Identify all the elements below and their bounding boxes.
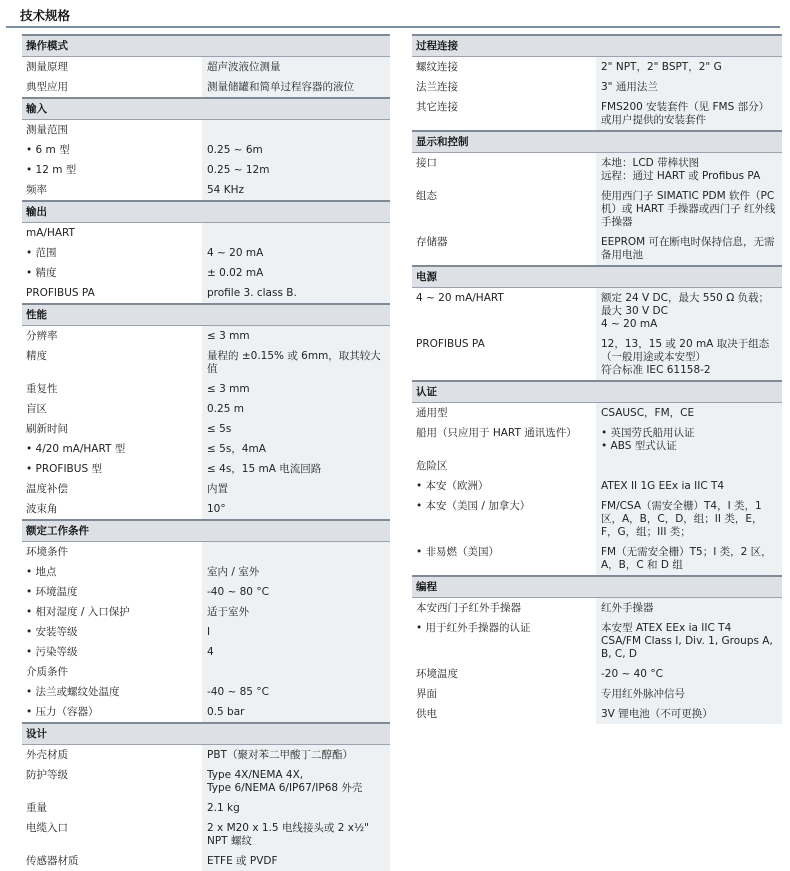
spec-section [412, 380, 782, 575]
section-header: 显示和控制 [412, 130, 782, 153]
spec-label: 盲区 [26, 403, 47, 415]
section-header: 电源 [412, 265, 782, 288]
section-header: 过程连接 [412, 34, 782, 57]
spec-value: 4 [202, 642, 390, 662]
spec-label: • 非易燃（美国） [416, 546, 500, 558]
spec-row [412, 288, 782, 334]
spec-row [22, 602, 390, 622]
spec-row [22, 77, 390, 97]
spec-section [412, 130, 782, 265]
spec-label: 频率 [26, 184, 47, 196]
spec-label: 4 ~ 20 mA/HART [416, 292, 504, 304]
spec-value: 2" NPT，2" BSPT，2" G [596, 57, 782, 77]
spec-value: 额定 24 V DC，最大 550 Ω 负载； 最大 30 V DC 4 ~ 20 mA [596, 288, 782, 334]
spec-row [22, 346, 390, 379]
spec-row [22, 399, 390, 419]
spec-value: Type 4X/NEMA 4X, Type 6/NEMA 6/IP67/IP68 外壳 [202, 765, 390, 798]
spec-row [22, 57, 390, 77]
spec-label: 船用（只应用于 HART 通讯选件） [416, 427, 577, 439]
spec-label: 螺纹连接 [416, 61, 458, 73]
spec-value: FM/CSA（需安全栅）T4，I 类，1 区，A，B，C，D，组；II 类，E，F，G，组；III 类； [596, 496, 782, 542]
spec-label: • 用于红外手操器的认证 [416, 622, 531, 634]
spec-label: • 4/20 mA/HART 型 [26, 443, 126, 455]
spec-label: 存储器 [416, 236, 448, 248]
spec-value: CSAUSC，FM，CE [596, 403, 782, 423]
spec-row [22, 439, 390, 459]
spec-value [202, 542, 390, 562]
page-title: 技术规格 [20, 8, 71, 23]
spec-row [22, 459, 390, 479]
spec-value: 室内 / 室外 [202, 562, 390, 582]
spec-value [202, 223, 390, 243]
spec-value: 54 KHz [202, 180, 390, 200]
spec-label: 外壳材质 [26, 749, 68, 761]
spec-label: 传感器材质 [26, 855, 79, 867]
spec-value: 专用红外脉冲信号 [596, 684, 782, 704]
spec-section [22, 34, 390, 97]
spec-label: 刷新时间 [26, 423, 68, 435]
spec-row [22, 765, 390, 798]
spec-row [412, 664, 782, 684]
spec-value: 量程的 ±0.15% 或 6mm，取其较大值 [202, 346, 390, 379]
spec-value: 0.25 ~ 12m [202, 160, 390, 180]
spec-row [22, 798, 390, 818]
spec-row [22, 283, 390, 303]
section-header: 输入 [22, 97, 390, 120]
spec-value: 测量储罐和简单过程容器的液位 [202, 77, 390, 97]
spec-value: ≤ 3 mm [202, 379, 390, 399]
spec-value: FM（无需安全栅）T5；I 类，2 区，A，B，C 和 D 组 [596, 542, 782, 575]
spec-row [22, 582, 390, 602]
spec-label: • 相对湿度 / 入口保护 [26, 606, 130, 618]
spec-label: • 本安（美国 / 加拿大） [416, 500, 531, 512]
spec-row [22, 818, 390, 851]
spec-row [412, 684, 782, 704]
spec-label: 电缆入口 [26, 822, 68, 834]
spec-label: 波束角 [26, 503, 58, 515]
spec-label: 重量 [26, 802, 47, 814]
spec-label: 环境温度 [416, 668, 458, 680]
spec-label: • 法兰或螺纹处温度 [26, 686, 120, 698]
spec-row [22, 745, 390, 765]
spec-row [22, 642, 390, 662]
spec-row [22, 419, 390, 439]
spec-value: 使用西门子 SIMATIC PDM 软件（PC 机）或 HART 手操器或西门子 红外线手操器 [596, 186, 782, 232]
spec-label: 精度 [26, 350, 47, 362]
spec-value [202, 120, 390, 140]
section-header: 认证 [412, 380, 782, 403]
spec-label: 防护等级 [26, 769, 68, 781]
spec-label: • 安装等级 [26, 626, 78, 638]
spec-row [412, 476, 782, 496]
spec-row [412, 334, 782, 380]
spec-row [22, 223, 390, 243]
spec-row [412, 97, 782, 130]
spec-row [22, 702, 390, 722]
spec-row [412, 618, 782, 664]
spec-row [22, 851, 390, 871]
spec-label: 介质条件 [26, 666, 68, 678]
spec-value: 2.1 kg [202, 798, 390, 818]
spec-row [22, 120, 390, 140]
spec-label: mA/HART [26, 227, 75, 239]
section-header: 编程 [412, 575, 782, 598]
spec-row [22, 160, 390, 180]
spec-value: 适于室外 [202, 602, 390, 622]
spec-label: 危险区 [416, 460, 448, 472]
spec-value: ≤ 3 mm [202, 326, 390, 346]
spec-section [22, 519, 390, 722]
spec-label: 测量范围 [26, 124, 68, 136]
spec-value: 本地：LCD 带棒状图 远程：通过 HART 或 Profibus PA [596, 153, 782, 186]
spec-section [412, 575, 782, 724]
spec-value: -20 ~ 40 °C [596, 664, 782, 684]
spec-row [22, 379, 390, 399]
spec-column-right [412, 34, 782, 724]
spec-value: FMS200 安装套件（见 FMS 部分） 或用户提供的安装套件 [596, 97, 782, 130]
spec-label: 测量原理 [26, 61, 68, 73]
spec-row [412, 456, 782, 476]
spec-value: 超声波液位测量 [202, 57, 390, 77]
section-header: 额定工作条件 [22, 519, 390, 542]
spec-label: PROFIBUS PA [26, 287, 95, 299]
spec-value: 10° [202, 499, 390, 519]
spec-value: 0.25 ~ 6m [202, 140, 390, 160]
spec-value: ≤ 5s，4mA [202, 439, 390, 459]
spec-value: ± 0.02 mA [202, 263, 390, 283]
spec-value: 0.25 m [202, 399, 390, 419]
spec-label: • 压力（容器） [26, 706, 99, 718]
spec-row [412, 403, 782, 423]
spec-row [22, 326, 390, 346]
spec-value [202, 662, 390, 682]
spec-row [22, 622, 390, 642]
spec-row [412, 57, 782, 77]
spec-row [412, 496, 782, 542]
spec-row [22, 140, 390, 160]
spec-value: 0.5 bar [202, 702, 390, 722]
spec-value: -40 ~ 85 °C [202, 682, 390, 702]
spec-section [22, 97, 390, 200]
spec-label: 重复性 [26, 383, 58, 395]
spec-value: ATEX II 1G EEx ia IIC T4 [596, 476, 782, 496]
spec-label: • 范围 [26, 247, 57, 259]
spec-column-left [22, 34, 390, 871]
spec-label: 供电 [416, 708, 437, 720]
spec-value: ≤ 4s，15 mA 电流回路 [202, 459, 390, 479]
spec-label: • 6 m 型 [26, 144, 70, 156]
spec-label: 组态 [416, 190, 437, 202]
spec-value: ETFE 或 PVDF [202, 851, 390, 871]
spec-label: • 地点 [26, 566, 57, 578]
spec-value: I [202, 622, 390, 642]
spec-value: 内置 [202, 479, 390, 499]
spec-label: 环境条件 [26, 546, 68, 558]
spec-value: PBT（聚对苯二甲酸丁二醇酯） [202, 745, 390, 765]
spec-label: 其它连接 [416, 101, 458, 113]
spec-row [412, 153, 782, 186]
spec-value: ≤ 5s [202, 419, 390, 439]
spec-row [22, 682, 390, 702]
spec-row [22, 479, 390, 499]
spec-label: • 污染等级 [26, 646, 78, 658]
spec-value: • 英国劳氏船用认证 • ABS 型式认证 [596, 423, 782, 456]
spec-value: 3V 锂电池（不可更换） [596, 704, 782, 724]
spec-value: profile 3. class B. [202, 283, 390, 303]
page-title-bar [6, 4, 780, 28]
spec-row [412, 186, 782, 232]
spec-value: 本安型 ATEX EEx ia IIC T4 CSA/FM Class I, Div. 1, Groups A, B, C, D [596, 618, 782, 664]
spec-section [412, 34, 782, 130]
spec-label: • 本安（欧洲） [416, 480, 489, 492]
spec-label: • 12 m 型 [26, 164, 77, 176]
spec-label: 典型应用 [26, 81, 68, 93]
spec-section [412, 265, 782, 380]
spec-value: 3" 通用法兰 [596, 77, 782, 97]
spec-label: 通用型 [416, 407, 448, 419]
section-header: 输出 [22, 200, 390, 223]
spec-label: • 精度 [26, 267, 57, 279]
spec-label: • PROFIBUS 型 [26, 463, 102, 475]
spec-row [412, 423, 782, 456]
spec-section [22, 200, 390, 303]
section-header: 性能 [22, 303, 390, 326]
spec-row [412, 77, 782, 97]
spec-row [412, 542, 782, 575]
spec-label: • 环境温度 [26, 586, 78, 598]
section-header: 操作模式 [22, 34, 390, 57]
spec-label: 法兰连接 [416, 81, 458, 93]
spec-value: 4 ~ 20 mA [202, 243, 390, 263]
spec-row [22, 662, 390, 682]
spec-value: 红外手操器 [596, 598, 782, 618]
spec-row [22, 263, 390, 283]
spec-row [22, 243, 390, 263]
spec-row [412, 232, 782, 265]
spec-label: 温度补偿 [26, 483, 68, 495]
spec-row [412, 598, 782, 618]
spec-label: 分辨率 [26, 330, 58, 342]
spec-value: -40 ~ 80 °C [202, 582, 390, 602]
spec-row [22, 180, 390, 200]
spec-row [22, 562, 390, 582]
spec-section [22, 722, 390, 871]
spec-value: 12，13，15 或 20 mA 取决于组态（一般用途或本安型） 符合标准 IEC 61158-2 [596, 334, 782, 380]
spec-label: 界面 [416, 688, 437, 700]
spec-label: 本安西门子红外手操器 [416, 602, 521, 614]
spec-row [22, 499, 390, 519]
spec-section [22, 303, 390, 519]
spec-value: EEPROM 可在断电时保持信息，无需备用电池 [596, 232, 782, 265]
section-header: 设计 [22, 722, 390, 745]
spec-value [596, 456, 782, 476]
spec-row [22, 542, 390, 562]
spec-label: 接口 [416, 157, 437, 169]
spec-row [412, 704, 782, 724]
spec-value: 2 x M20 x 1.5 电线接头或 2 x½" NPT 螺纹 [202, 818, 390, 851]
spec-label: PROFIBUS PA [416, 338, 485, 350]
